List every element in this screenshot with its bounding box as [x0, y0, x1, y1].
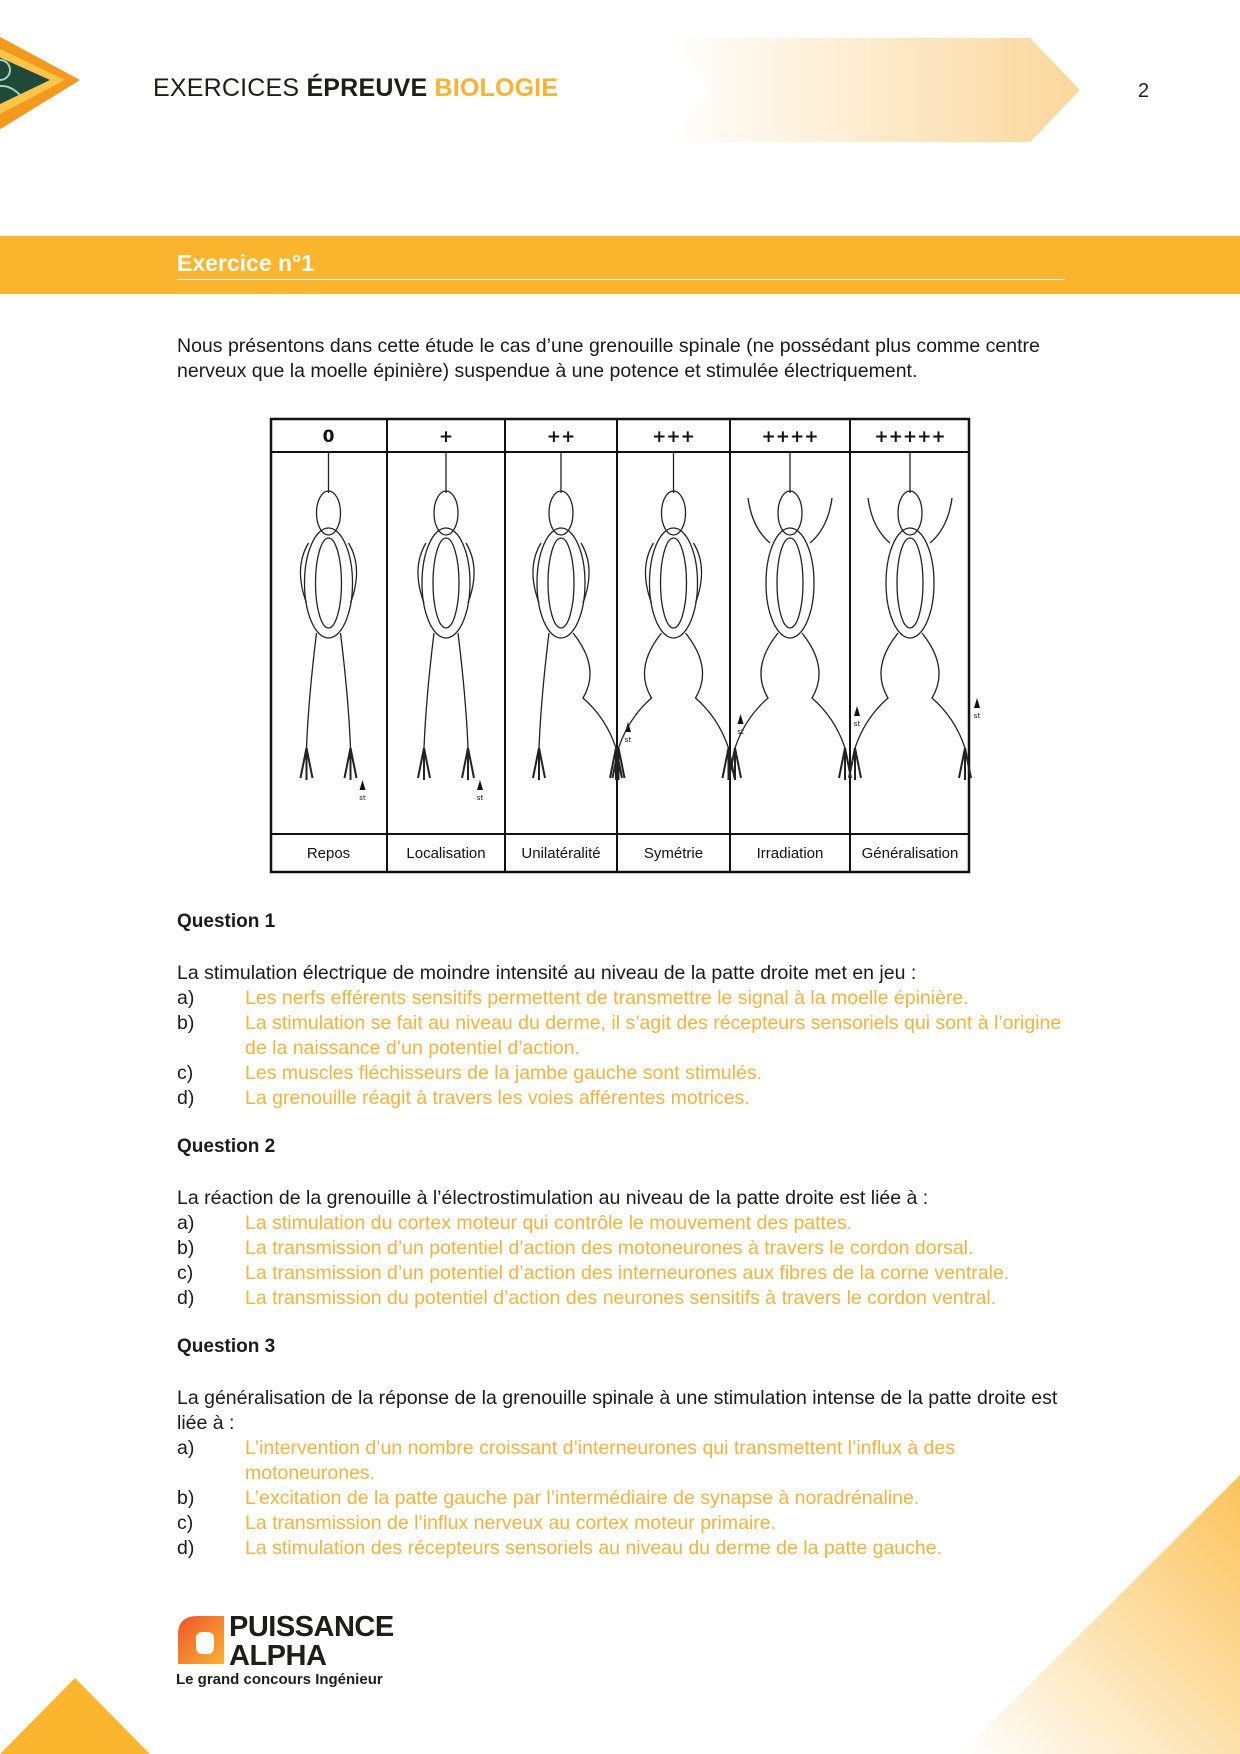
question-1-title: Question 1 [177, 911, 276, 932]
question-1-options [177, 986, 1067, 1111]
stimulus-label: st [359, 794, 366, 802]
header-title-part1: EXERCICES [153, 74, 307, 102]
stage-label: Irradiation [756, 845, 824, 862]
stimulus-label: st [853, 720, 861, 728]
question-1-stem: La stimulation électrique de moindre intensité au niveau de la patte droite met en jeu : [177, 962, 917, 984]
question-3-option-b[interactable]: b) L’excitation de la patte gauche par l’intermédiaire de synapse à noradrénaline. [177, 1487, 920, 1509]
question-3-options [177, 1436, 1067, 1561]
brand-name-line2: ALPHA [229, 1640, 327, 1672]
header-title-part2: ÉPREUVE [306, 74, 435, 102]
decorative-triangle-bottom-right [960, 1475, 1240, 1754]
stimulus-label: st [973, 712, 981, 720]
question-1-option-a[interactable]: a) Les nerfs efférents sensitifs permettent de transmettre le signal à la moelle épinière. [177, 987, 969, 1009]
stage-label: Symétrie [643, 845, 704, 862]
question-2-option-c[interactable]: c) La transmission d’un potentiel d’action des interneurones aux fibres de la corne ventrale. [177, 1262, 1010, 1284]
intensity-label: + [438, 427, 454, 447]
stimulus-label: st [624, 736, 632, 744]
question-1-option-c[interactable]: c) Les muscles fléchisseurs de la jambe gauche sont stimulés. [177, 1062, 762, 1084]
stimulus-arrow [974, 698, 980, 708]
question-3-title: Question 3 [177, 1336, 276, 1357]
brand-tagline: Le grand concours Ingénieur [176, 1671, 383, 1688]
question-3-option-c[interactable]: c) La transmission de l’influx nerveux au cortex moteur primaire. [177, 1512, 777, 1534]
question-1-option-b[interactable]: b) La stimulation se fait au niveau du derme, il s’agit des récepteurs sensoriels qui sont à l’origine de la naissance d’un potentiel d’action. [177, 1012, 1062, 1059]
intensity-label: ++ [546, 427, 576, 447]
question-2-option-b[interactable]: b) La transmission d’un potentiel d’action des motoneurones à travers le cordon dorsal. [177, 1237, 974, 1259]
exercise-title: Exercice n°1 [177, 250, 1065, 280]
corner-emblem [0, 0, 90, 180]
decorative-triangle-bottom-left [0, 1678, 150, 1754]
intensity-label: 0 [322, 427, 335, 447]
question-3-option-d[interactable]: d) La stimulation des récepteurs sensoriels au niveau du derme de la patte gauche. [177, 1537, 943, 1559]
figure-frame [271, 419, 969, 872]
page-number: 2 [1138, 80, 1150, 102]
stage-label: Repos [306, 845, 351, 862]
intensity-label: +++ [652, 427, 695, 447]
question-1-option-d[interactable]: d) La grenouille réagit à travers les voies afférentes motrices. [177, 1087, 750, 1109]
question-2-option-d[interactable]: d) La transmission du potentiel d’action des neurones sensitifs à travers le cordon ventral. [177, 1287, 997, 1309]
stimulus-label: st [476, 794, 484, 802]
frog-reflex-figure [270, 418, 981, 873]
stage-label: Généralisation [861, 845, 959, 862]
brand-name [229, 1613, 394, 1671]
stage-label: Unilatéralité [521, 845, 601, 862]
question-3-stem: La généralisation de la réponse de la grenouille spinale à une stimulation intense de la patte droite est liée à : [177, 1387, 1058, 1434]
question-2-title: Question 2 [177, 1136, 276, 1157]
question-2-stem: La réaction de la grenouille à l’électrostimulation au niveau de la patte droite est liée à : [177, 1187, 929, 1209]
intensity-label: ++++ [761, 427, 819, 447]
question-2-options [177, 1211, 1067, 1311]
question-2-option-a[interactable]: a) La stimulation du cortex moteur qui contrôle le mouvement des pattes. [177, 1212, 852, 1234]
brand-name-line1: PUISSANCE [229, 1611, 394, 1643]
intensity-label: +++++ [874, 427, 946, 447]
question-3-option-a[interactable]: a) L’intervention d’un nombre croissant d’interneurones qui transmettent l’influx à des motoneurones. [177, 1437, 955, 1484]
header-arrow-banner [660, 38, 1090, 142]
stage-label: Localisation [406, 845, 486, 862]
exercise-intro: Nous présentons dans cette étude le cas d’une grenouille spinale (ne possédant plus comme centre nerveux que la moelle épinière) suspendue à une potence et stimulée électriquement. [177, 335, 1040, 382]
header-title-part3: BIOLOGIE [434, 74, 559, 102]
stimulus-label: st [737, 728, 744, 736]
header-title [153, 74, 558, 103]
